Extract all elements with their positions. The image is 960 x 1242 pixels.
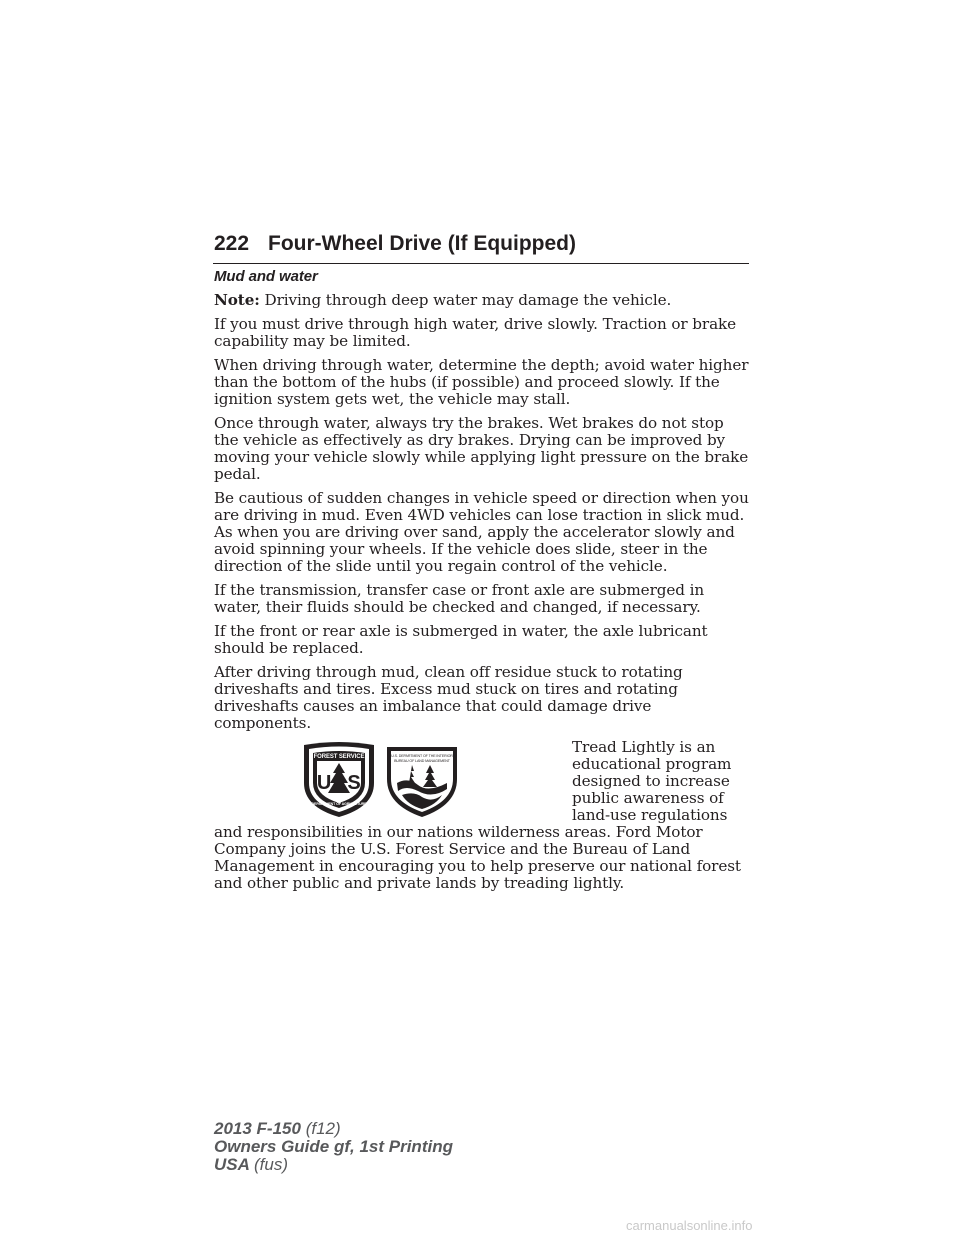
blm-text-line2: BUREAU OF LAND MANAGEMENT [394,759,450,763]
page-header [213,229,749,264]
forest-service-shield-icon [300,739,378,819]
note-paragraph [214,292,750,309]
footer-line-model [214,1120,453,1138]
paragraph-mud-driving: Be cautious of sudden changes in vehicle speed or direction when you are driving in mud. Even 4WD vehicles can lose traction in slick mud. As when you are driving over sand, apply the accelerator slowly and avoid spinning your wheels. If the vehicle does slide, steer in the direction of the slide until you regain control of the vehicle. [214,489,749,575]
paragraph-water-depth: When driving through water, determine the depth; avoid water higher than the bottom of the hubs (if possible) and proceed slowly. If the ignition system gets wet, the vehicle may stall. [214,356,749,408]
paragraph-high-water: If you must drive through high water, drive slowly. Traction or brake capability may be limited. [214,315,737,350]
paragraph-fluids-check: If the transmission, transfer case or front axle are submerged in water, their fluids should be checked and changed, if necessary. [214,581,705,616]
footer-model-code: (f12) [305,1119,341,1138]
agency-logos [294,739,506,819]
page-content [214,268,750,899]
blm-text-line1: U.S. DEPARTMENT OF THE INTERIOR [391,754,453,758]
footer-line-guide: Owners Guide gf, 1st Printing [214,1137,453,1156]
paragraph-wet-brakes: Once through water, always try the brakes. Wet brakes do not stop the vehicle as effectively as dry brakes. Drying can be improved by moving your vehicle slowly while applying light pressure on the brake pedal. [214,414,749,483]
note-text: Driving through deep water may damage the vehicle. [264,291,672,309]
footer-line-market [214,1156,453,1174]
forest-service-u: U [316,772,332,794]
forest-service-s: S [347,772,361,794]
footer-model: 2013 F-150 [214,1119,301,1138]
chapter-title: Four-Wheel Drive (If Equipped) [268,232,576,255]
tread-lightly-paragraph: Tread Lightly is an educational program designed to increase public awareness of land-use regulations and responsibilities in our nations wilderness areas. Ford Motor Company joins the U.S. Forest Service and the Bureau of Land Management in encouraging you to help preserve our national forest and other public and private lands by treading lightly. [214,738,741,892]
note-label: Note: [214,291,260,309]
paragraph-axle-lubricant: If the front or rear axle is submerged in water, the axle lubricant should be replaced. [214,622,708,657]
forest-service-bottom-text: DEPARTMENT OF AGRICULTURE [311,802,367,806]
watermark: carmanualsonline.info [626,1218,753,1233]
page-footer [214,1120,453,1174]
footer-market: USA [214,1155,250,1174]
forest-service-top-text: FOREST SERVICE [313,754,365,760]
section-heading: Mud and water [214,268,318,285]
blm-shield-icon [384,739,460,819]
footer-market-code: (fus) [254,1155,288,1174]
paragraph-mud-residue: After driving through mud, clean off residue stuck to rotating driveshafts and tires. Excess mud stuck on tires and rotating driveshafts causes an imbalance that could damage drive components. [214,663,683,732]
page-number: 222 [214,232,250,255]
